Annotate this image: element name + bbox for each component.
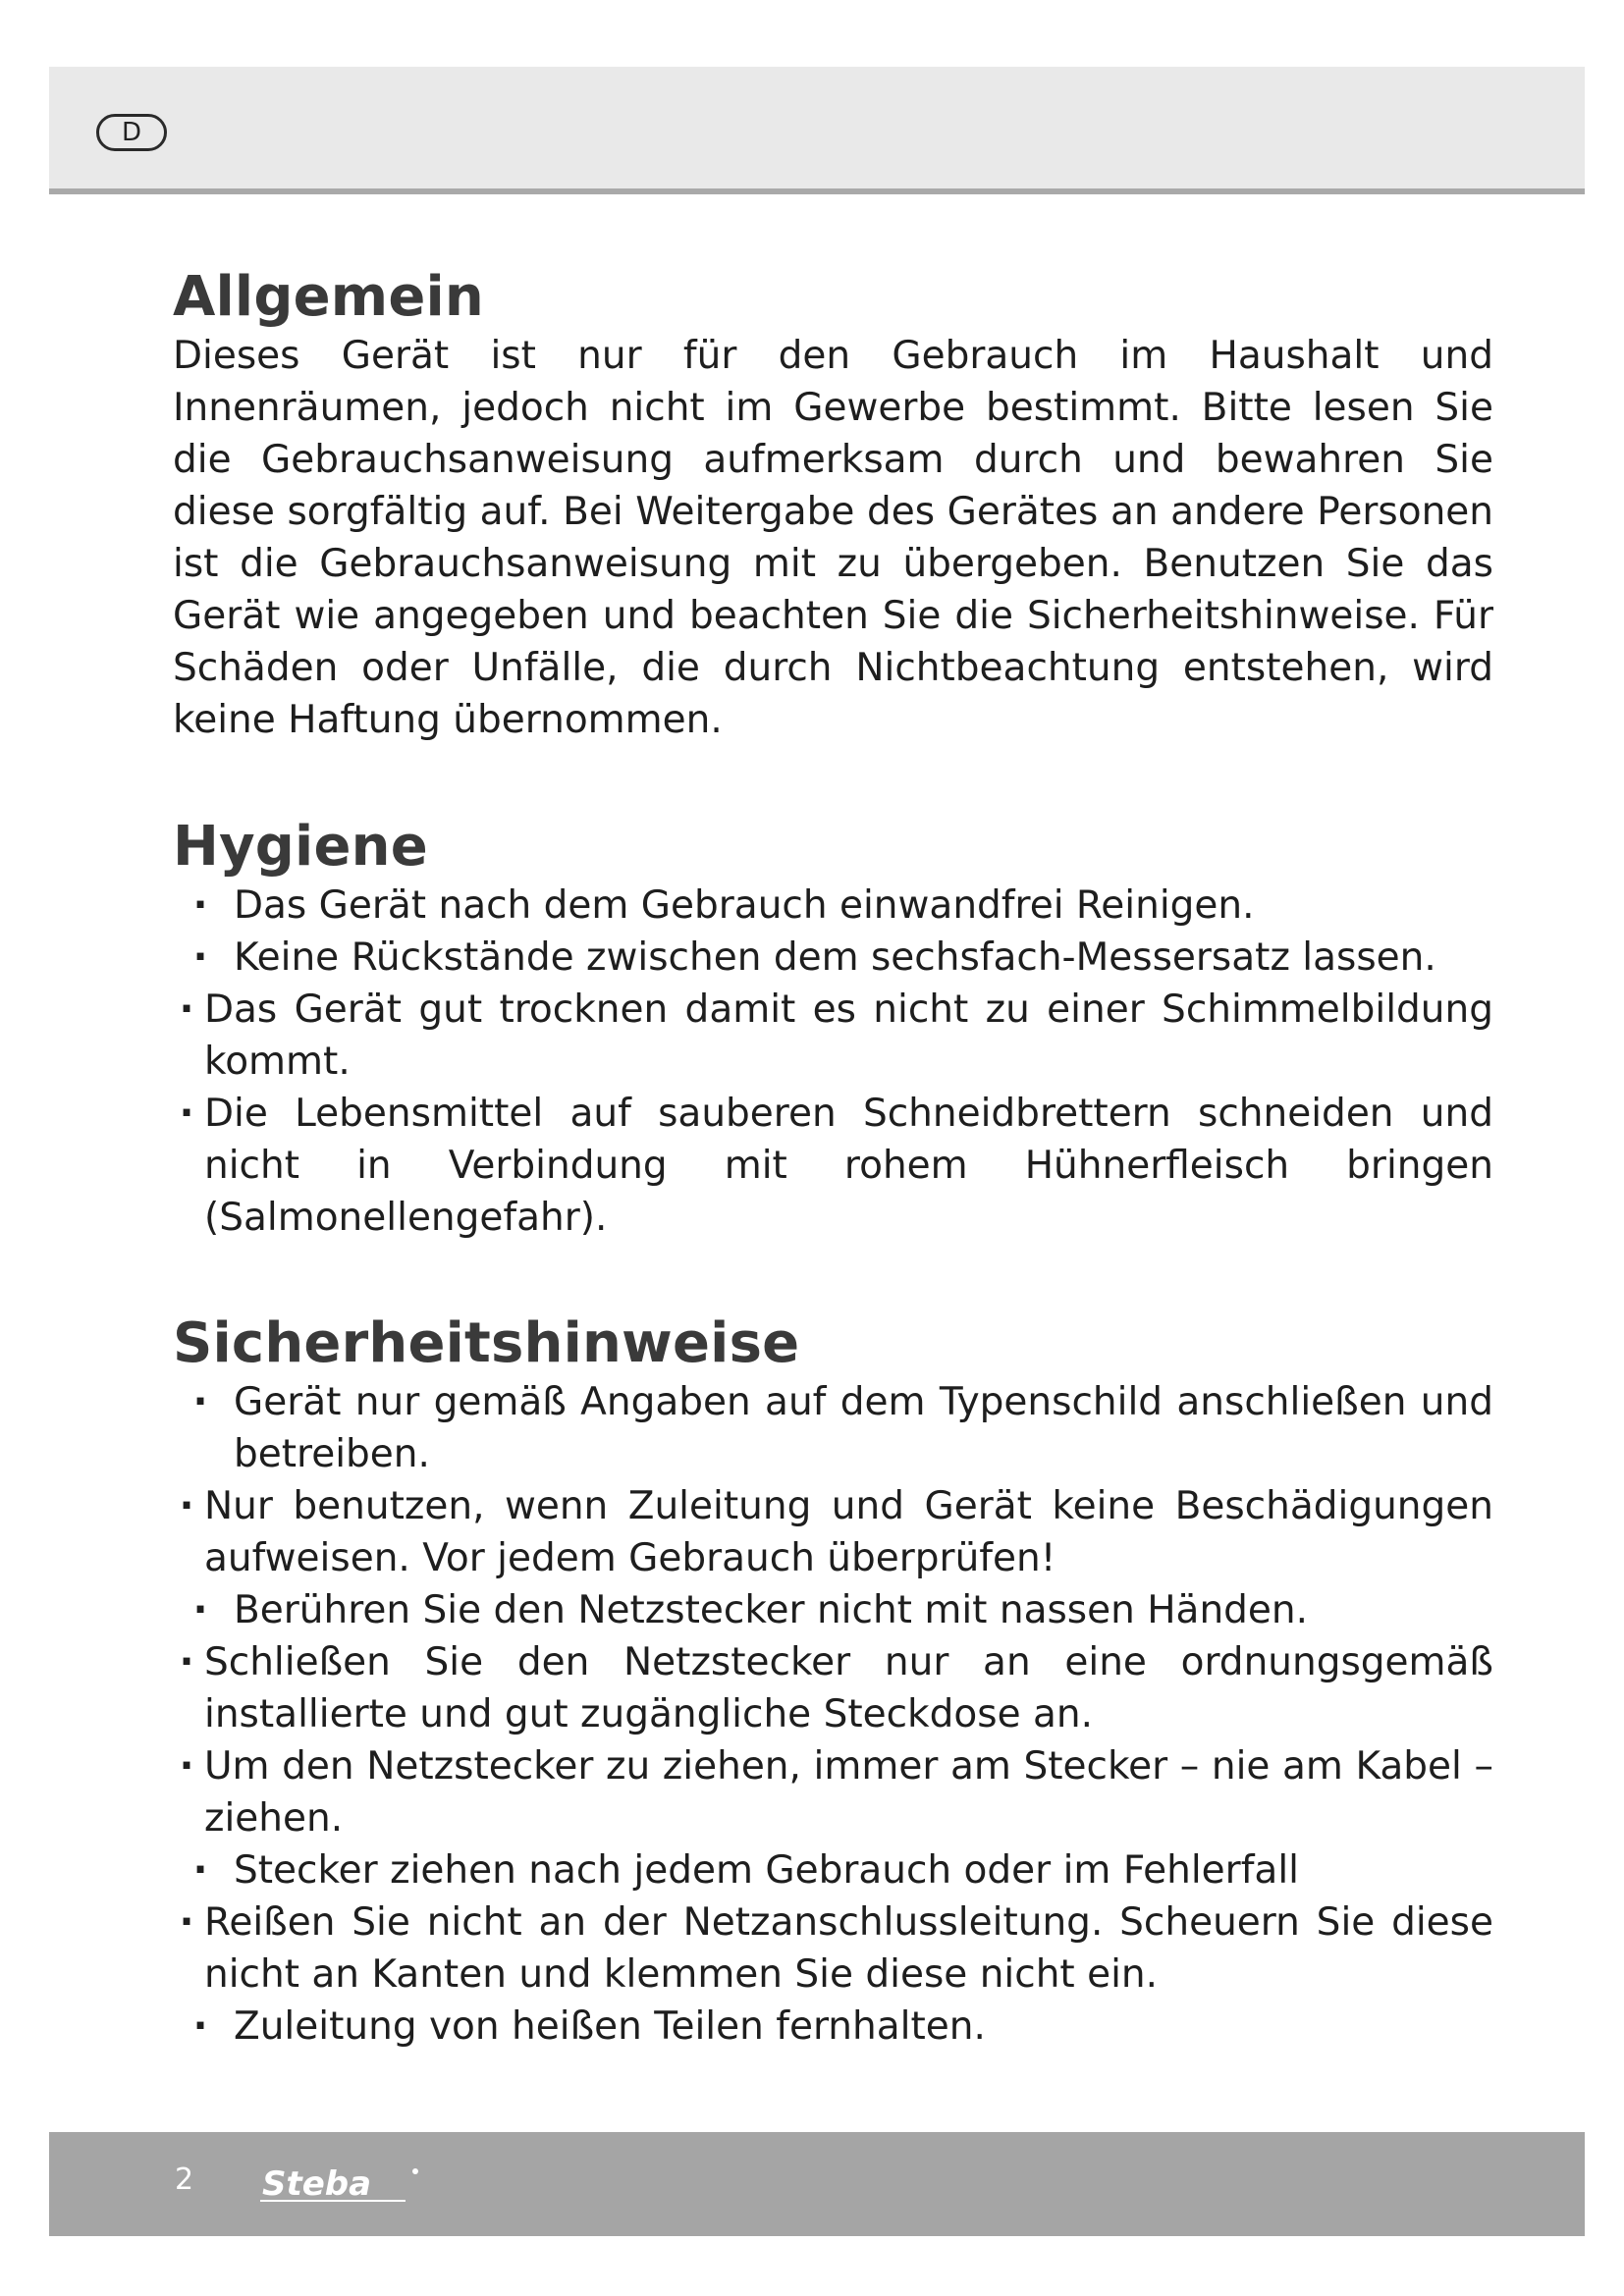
- language-badge: D: [96, 114, 167, 151]
- list-item: · Reißen Sie nicht an der Netzanschlussleitung. Scheuern Sie diese nicht an Kanten und klemmen Sie diese nicht ein.: [173, 1896, 1493, 2001]
- bullet-icon: ·: [179, 1744, 194, 1789]
- list-item: · Gerät nur gemäß Angaben auf dem Typenschild anschließen und betreiben.: [173, 1376, 1493, 1480]
- bullet-icon: ·: [179, 1484, 194, 1528]
- list-item: · Die Lebensmittel auf sauberen Schneidbrettern schneiden und nicht in Verbindung mit rohem Hühnerfleisch bringen (Salmonellengefahr).: [173, 1088, 1493, 1244]
- section-heading: Hygiene: [173, 815, 428, 879]
- section-hygiene: [173, 815, 1493, 1244]
- list-item: · Berühren Sie den Netzstecker nicht mit nassen Händen.: [173, 1584, 1493, 1636]
- bullet-icon: ·: [179, 1640, 194, 1684]
- section-heading: Sicherheitshinweise: [173, 1311, 800, 1375]
- section-sicherheitshinweise: [173, 1311, 1493, 2053]
- bullet-icon: ·: [179, 1092, 194, 1136]
- bullet-list: [173, 880, 1493, 1244]
- list-item: · Nur benutzen, wenn Zuleitung und Gerät keine Beschädigungen aufweisen. Vor jedem Gebrauch überprüfen!: [173, 1480, 1493, 1584]
- page-number: 2: [175, 2163, 194, 2197]
- brand-name: Steba: [262, 2164, 372, 2204]
- section-allgemein: [173, 265, 1493, 746]
- list-item: · Um den Netzstecker zu ziehen, immer am Stecker – nie am Kabel – ziehen.: [173, 1740, 1493, 1844]
- steba-logo: [258, 2158, 464, 2213]
- bullet-icon: ·: [179, 988, 194, 1032]
- list-item: · Schließen Sie den Netzstecker nur an eine ordnungsgemäß installierte und gut zugängliche Steckdose an.: [173, 1636, 1493, 1740]
- list-item: · Keine Rückstände zwischen dem sechsfach-Messersatz lassen.: [173, 932, 1493, 984]
- page-header-band: [49, 67, 1585, 194]
- bullet-icon: ·: [192, 935, 208, 980]
- list-item: · Stecker ziehen nach jedem Gebrauch oder im Fehlerfall: [173, 1844, 1493, 1896]
- bullet-icon: ·: [192, 1380, 208, 1424]
- bullet-list: [173, 1376, 1493, 2053]
- bullet-icon: ·: [192, 1848, 208, 1893]
- bullet-icon: ·: [192, 2004, 208, 2049]
- list-item: · Das Gerät nach dem Gebrauch einwandfrei Reinigen.: [173, 880, 1493, 932]
- bullet-icon: ·: [179, 1900, 194, 1945]
- list-item: · Das Gerät gut trocknen damit es nicht zu einer Schimmelbildung kommt.: [173, 984, 1493, 1088]
- bullet-icon: ·: [192, 1588, 208, 1632]
- list-item: · Zuleitung von heißen Teilen fernhalten.: [173, 2001, 1493, 2053]
- section-heading: Allgemein: [173, 265, 484, 329]
- page-footer-band: [49, 2132, 1585, 2236]
- section-paragraph: Dieses Gerät ist nur für den Gebrauch im Haushalt und Innenräumen, jedoch nicht im Gewerbe bestimmt. Bitte lesen Sie die Gebrauchsanweisung aufmerksam durch und bewahren Sie diese sorgfältig auf. Bei Weitergabe des Gerätes an andere Personen ist die Gebrauchsanweisung mit zu übergeben. Benutzen Sie das Gerät wie angegeben und beachten Sie die Sicherheitshinweise. Für Schäden oder Unfälle, die durch Nichtbeachtung entstehen, wird keine Haftung übernommen.: [173, 334, 1493, 742]
- bullet-icon: ·: [192, 883, 208, 928]
